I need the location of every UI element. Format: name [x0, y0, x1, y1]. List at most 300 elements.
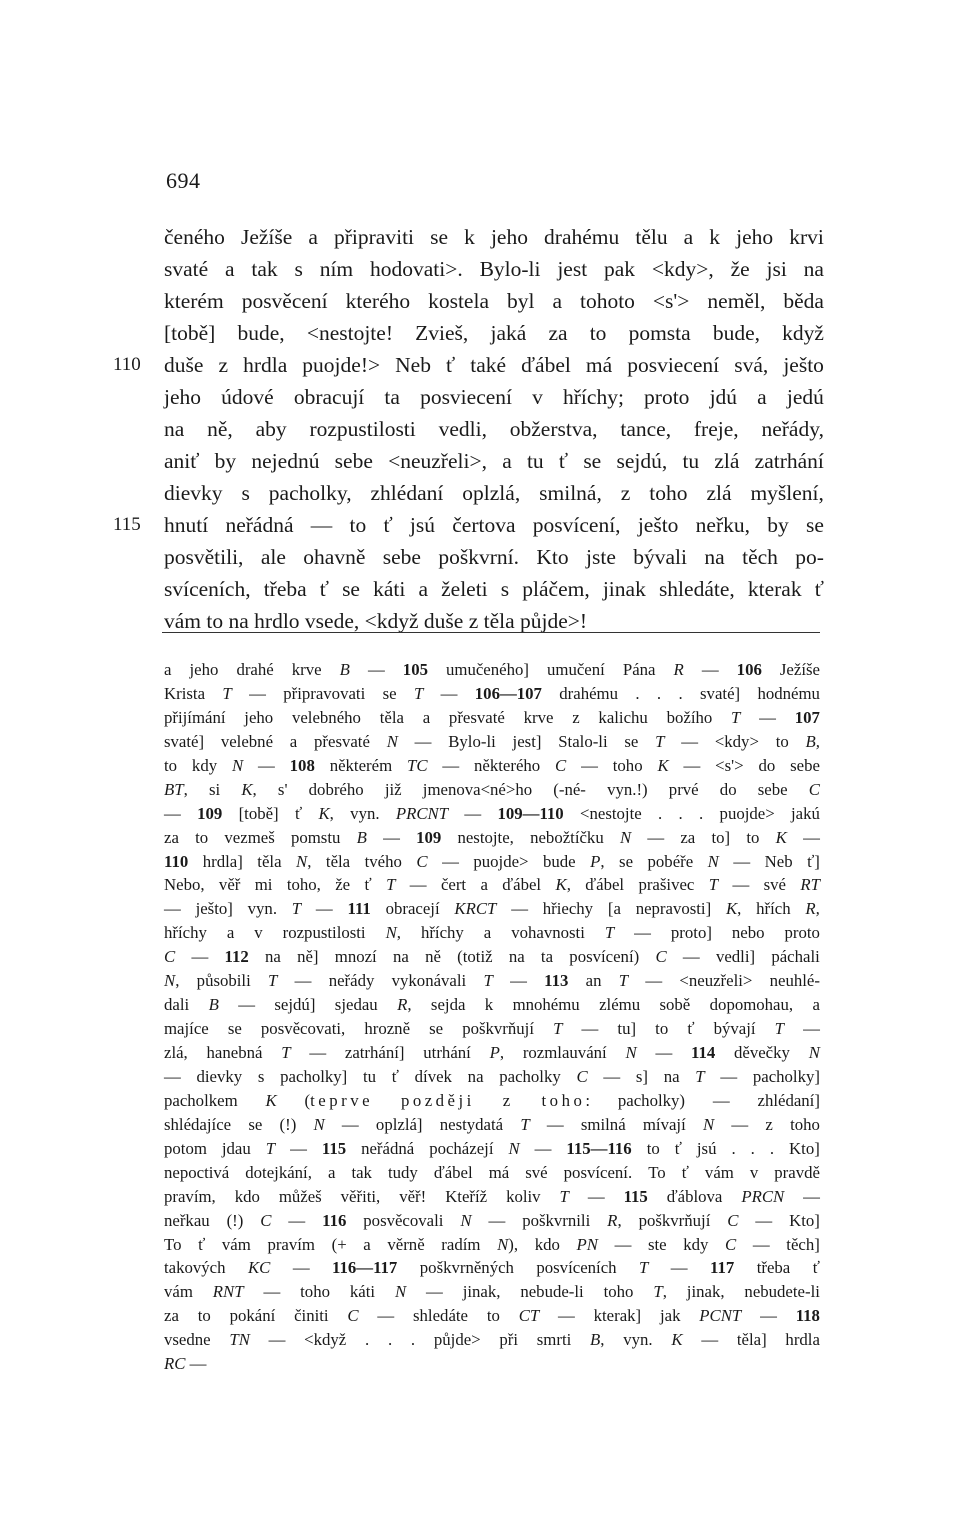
- apparatus-word: [702, 658, 719, 682]
- word: myšlení,: [750, 481, 824, 505]
- word: drahému: [544, 225, 620, 249]
- apparatus-line: [164, 1304, 820, 1328]
- apparatus-line: [164, 921, 820, 945]
- apparatus-text: Kto]: [789, 1210, 820, 1230]
- apparatus-text: neřády: [328, 971, 375, 991]
- apparatus-text: některého: [474, 755, 541, 775]
- apparatus-word: [635, 682, 639, 706]
- apparatus-text: kdy: [683, 1234, 709, 1254]
- apparatus-word: [239, 802, 279, 826]
- apparatus-line: [164, 658, 820, 682]
- apparatus-text: na: [508, 947, 525, 967]
- apparatus-text: ,: [329, 803, 334, 823]
- apparatus-text: vám: [704, 1162, 734, 1182]
- word: za: [548, 321, 568, 345]
- word: smilná,: [539, 481, 602, 505]
- apparatus-word: [407, 754, 428, 778]
- apparatus-text: sobě: [659, 995, 691, 1015]
- apparatus-word: [648, 850, 694, 874]
- manuscript-siglum: T: [618, 971, 629, 991]
- manuscript-siglum: N: [702, 1114, 715, 1134]
- apparatus-word: [691, 1041, 715, 1065]
- apparatus-word: [386, 897, 440, 921]
- apparatus-word: [645, 969, 662, 993]
- apparatus-word: [164, 1280, 193, 1304]
- apparatus-text: v: [254, 923, 263, 943]
- apparatus-word: [190, 1354, 207, 1373]
- apparatus-text: —: [760, 1306, 777, 1326]
- apparatus-word: [547, 1113, 564, 1137]
- apparatus-word: [387, 730, 398, 754]
- word: jeho: [164, 385, 202, 409]
- apparatus-word: [429, 1017, 443, 1041]
- apparatus-text: —: [720, 1066, 738, 1086]
- word: k: [709, 225, 721, 249]
- apparatus-text: těla: [325, 851, 351, 871]
- word: posvěcení: [241, 289, 328, 313]
- apparatus-word: [535, 1137, 552, 1161]
- manuscript-siglum: T: [291, 899, 302, 919]
- line-reference: 117: [710, 1258, 735, 1278]
- apparatus-word: [377, 1304, 394, 1328]
- manuscript-siglum: N: [385, 923, 397, 943]
- word: ješto: [637, 513, 679, 537]
- apparatus-word: [297, 945, 318, 969]
- apparatus-text: hrdla: [785, 1330, 820, 1350]
- manuscript-siglum: T: [268, 971, 278, 991]
- apparatus-text: kdy: [191, 755, 218, 775]
- apparatus-word: [258, 754, 275, 778]
- apparatus-text: —: [732, 875, 750, 895]
- apparatus-text: nebude-li: [520, 1282, 584, 1302]
- word: na: [803, 257, 824, 281]
- apparatus-text: :: [585, 1090, 591, 1110]
- apparatus-word: [230, 1304, 276, 1328]
- word: ť: [446, 353, 456, 377]
- apparatus-text: ,: [566, 875, 571, 895]
- apparatus-word: [636, 897, 712, 921]
- apparatus-word: [446, 658, 529, 682]
- apparatus-line: [164, 754, 820, 778]
- apparatus-word: [376, 1113, 423, 1137]
- apparatus-word: [164, 1354, 185, 1373]
- apparatus-text: —: [258, 755, 275, 775]
- apparatus-word: [480, 873, 487, 897]
- apparatus-word: [643, 1113, 686, 1137]
- text-line: [113, 349, 824, 381]
- apparatus-text: oplzlá]: [375, 1114, 423, 1134]
- apparatus-word: [164, 1328, 211, 1352]
- word: toho: [649, 481, 688, 505]
- apparatus-text: vsedne: [164, 1330, 211, 1350]
- apparatus-word: [585, 873, 624, 897]
- word: krvi: [789, 225, 824, 249]
- apparatus-word: [660, 1304, 681, 1328]
- apparatus-text: věř!: [399, 1186, 427, 1206]
- apparatus-text: nepravosti]: [635, 899, 712, 919]
- apparatus-word: [203, 850, 243, 874]
- apparatus-line: [164, 1185, 820, 1209]
- apparatus-text: Nebo,: [164, 875, 205, 895]
- apparatus-word: [335, 873, 350, 897]
- apparatus-word: [572, 706, 579, 730]
- word: Kto: [536, 545, 569, 569]
- word: ta: [384, 385, 400, 409]
- word: Ježíše: [240, 225, 293, 249]
- apparatus-word: [164, 921, 207, 945]
- apparatus-word: [710, 1256, 734, 1280]
- apparatus-text: se: [624, 731, 639, 751]
- apparatus-word: [293, 1256, 310, 1280]
- apparatus-word: [198, 1304, 211, 1328]
- apparatus-word: [653, 1280, 667, 1304]
- apparatus-word: [248, 897, 277, 921]
- apparatus-word: [604, 1280, 634, 1304]
- apparatus-text: —: [164, 1066, 181, 1086]
- apparatus-word: [332, 1233, 347, 1257]
- apparatus-text: .: [731, 1138, 736, 1158]
- apparatus-text: těla: [257, 851, 282, 871]
- apparatus-text: ť: [681, 1162, 689, 1182]
- apparatus-text: ,: [183, 779, 188, 799]
- word: s: [500, 577, 510, 601]
- apparatus-word: [791, 802, 820, 826]
- apparatus-text: —: [488, 1210, 506, 1230]
- manuscript-siglum: N: [508, 1138, 520, 1158]
- apparatus-word: [764, 873, 786, 897]
- manuscript-siglum: C: [808, 779, 820, 799]
- apparatus-word: [388, 1161, 418, 1185]
- apparatus-word: [449, 706, 505, 730]
- apparatus-line: [164, 1113, 820, 1137]
- apparatus-word: [244, 706, 273, 730]
- apparatus-word: [544, 969, 568, 993]
- apparatus-word: [509, 945, 525, 969]
- apparatus-text: —: [164, 899, 181, 919]
- apparatus-text: hřích: [756, 899, 791, 919]
- apparatus-word: [448, 730, 496, 754]
- apparatus-text: —: [587, 1186, 605, 1206]
- apparatus-word: [335, 993, 378, 1017]
- apparatus-text: si: [208, 779, 221, 799]
- word: jeho: [736, 225, 774, 249]
- apparatus-word: [288, 1209, 305, 1233]
- apparatus-word: [733, 850, 750, 874]
- apparatus-text: ,: [396, 923, 401, 943]
- apparatus-word: [365, 850, 402, 874]
- manuscript-siglum: R: [397, 995, 408, 1015]
- text-line: [164, 253, 824, 285]
- apparatus-text: smrti: [536, 1330, 572, 1350]
- apparatus-text: —: [712, 1090, 730, 1110]
- word: z: [218, 353, 229, 377]
- apparatus-word: [542, 1089, 591, 1113]
- apparatus-word: [765, 1113, 772, 1137]
- apparatus-text: ť]: [807, 851, 820, 871]
- word: aby: [255, 417, 287, 441]
- apparatus-word: [249, 682, 266, 706]
- apparatus-word: [758, 778, 788, 802]
- apparatus-word: [535, 1233, 560, 1257]
- apparatus-text: svaté]: [700, 683, 741, 703]
- apparatus-word: [350, 1280, 375, 1304]
- apparatus-word: [322, 1137, 346, 1161]
- apparatus-text: a: [812, 995, 820, 1015]
- apparatus-word: [732, 873, 749, 897]
- apparatus-text: vohavnosti: [511, 923, 585, 943]
- apparatus-word: [236, 658, 273, 682]
- word: <neuzřeli>,: [388, 449, 487, 473]
- apparatus-text: dobrého: [308, 779, 364, 799]
- manuscript-siglum: N: [497, 1234, 509, 1254]
- apparatus-word: [796, 1304, 820, 1328]
- apparatus-word: [720, 778, 737, 802]
- apparatus-text: majíce: [164, 1019, 209, 1039]
- apparatus-text: na: [264, 947, 281, 967]
- apparatus-word: [395, 1280, 406, 1304]
- apparatus-word: [607, 1209, 621, 1233]
- word: kostela: [428, 289, 489, 313]
- apparatus-text: tu: [362, 1066, 377, 1086]
- apparatus-text: —: [752, 1234, 770, 1254]
- apparatus-word: [714, 1017, 756, 1041]
- apparatus-text: (: [304, 1090, 311, 1110]
- text-line: [164, 285, 824, 317]
- apparatus-text: později: [400, 1090, 475, 1110]
- line-reference: 113: [544, 971, 569, 991]
- apparatus-text: za: [164, 827, 179, 847]
- apparatus-word: [716, 945, 755, 969]
- apparatus-text: ješto]: [195, 899, 233, 919]
- apparatus-text: zatrhání]: [344, 1043, 405, 1062]
- apparatus-word: [209, 778, 220, 802]
- apparatus-word: [807, 850, 820, 874]
- apparatus-text: jdau: [221, 1138, 251, 1158]
- word: s: [294, 257, 303, 281]
- apparatus-text: připravovati: [283, 683, 366, 703]
- word: kterého: [345, 289, 411, 313]
- apparatus-word: [499, 1065, 561, 1089]
- apparatus-word: [586, 969, 602, 993]
- apparatus-text: Ježíše: [779, 660, 820, 679]
- manuscript-siglum: N: [296, 851, 308, 871]
- manuscript-siglum: C: [727, 1210, 739, 1230]
- apparatus-text: .: [658, 803, 663, 823]
- apparatus-text: —: [731, 1114, 749, 1134]
- apparatus-text: a: [327, 1162, 336, 1182]
- apparatus-line: [164, 1233, 820, 1257]
- apparatus-text: shlédajíce: [164, 1114, 232, 1134]
- apparatus-text: jeho: [189, 660, 219, 679]
- manuscript-siglum: PN: [576, 1234, 598, 1254]
- apparatus-text: —: [614, 1234, 632, 1254]
- apparatus-text: <když: [304, 1330, 347, 1350]
- word: hodovati>.: [369, 257, 463, 281]
- apparatus-word: [421, 921, 464, 945]
- apparatus-text: na: [467, 1066, 484, 1086]
- word: proto: [644, 385, 690, 409]
- word: a: [502, 449, 512, 473]
- word: zlá: [714, 449, 740, 473]
- apparatus-word: [292, 897, 301, 921]
- apparatus-word: [254, 921, 262, 945]
- manuscript-siglum: T: [708, 875, 719, 895]
- apparatus-word: [681, 730, 698, 754]
- word: kterak: [747, 577, 802, 601]
- word: <nestojte!: [306, 321, 393, 345]
- apparatus-text: v: [749, 1162, 759, 1182]
- apparatus-word: [164, 706, 226, 730]
- word: obracují: [293, 385, 365, 409]
- apparatus-word: [164, 802, 181, 826]
- word: hnutí: [164, 513, 209, 537]
- manuscript-siglum: T: [281, 1043, 291, 1062]
- manuscript-siglum: T: [553, 1019, 563, 1039]
- apparatus-text: jinak,: [462, 1282, 501, 1302]
- manuscript-siglum: T: [483, 971, 493, 991]
- word: [tobě]: [164, 321, 216, 345]
- apparatus-line: [164, 1280, 820, 1304]
- apparatus-line: [164, 850, 820, 874]
- text-line: [164, 477, 824, 509]
- apparatus-word: [485, 993, 493, 1017]
- apparatus-text: —: [440, 683, 458, 703]
- apparatus-word: [440, 1113, 503, 1137]
- apparatus-word: [290, 754, 315, 778]
- apparatus-text: ,: [600, 1330, 605, 1350]
- manuscript-siglum: RNT: [212, 1282, 244, 1302]
- apparatus-word: [560, 1185, 569, 1209]
- apparatus-word: [283, 682, 365, 706]
- apparatus-word: [710, 993, 793, 1017]
- manuscript-siglum: P: [489, 1043, 500, 1062]
- apparatus-text: a: [363, 1234, 371, 1254]
- apparatus-word: [785, 1328, 819, 1352]
- word: že: [730, 257, 750, 281]
- apparatus-line: [164, 1352, 820, 1376]
- apparatus-text: nebo: [731, 923, 765, 943]
- apparatus-word: [423, 1041, 471, 1065]
- apparatus-word: [164, 1256, 226, 1280]
- manuscript-siglum: C: [260, 1210, 272, 1230]
- apparatus-text: do: [719, 779, 737, 799]
- apparatus-text: pacholkem: [164, 1090, 238, 1110]
- manuscript-siglum: K: [555, 875, 567, 895]
- word: ně,: [207, 417, 233, 441]
- word: Bylo-li: [479, 257, 541, 281]
- apparatus-word: [524, 706, 554, 730]
- apparatus-text: —: [426, 1282, 443, 1302]
- apparatus-word: [164, 1304, 179, 1328]
- apparatus-word: [715, 730, 759, 754]
- apparatus-text: tak: [351, 1162, 372, 1182]
- apparatus-word: [415, 1065, 452, 1089]
- apparatus-word: [388, 1328, 392, 1352]
- word: k: [464, 225, 475, 249]
- word: pomsta: [628, 321, 691, 345]
- apparatus-text: —: [442, 851, 459, 871]
- apparatus-word: [309, 778, 364, 802]
- apparatus-text: ť: [674, 1138, 682, 1158]
- manuscript-siglum: PRCN: [741, 1186, 785, 1206]
- apparatus-word: [499, 1328, 518, 1352]
- apparatus-text: vyn.: [350, 803, 380, 823]
- word: pláčem,: [522, 577, 590, 601]
- apparatus-word: [164, 850, 188, 874]
- apparatus-text: Kto]: [789, 1138, 820, 1158]
- apparatus-word: [520, 1113, 529, 1137]
- apparatus-word: [703, 1113, 714, 1137]
- apparatus-text: nepoctivá: [164, 1162, 230, 1182]
- manuscript-siglum: C: [655, 947, 667, 967]
- word: ť: [558, 449, 569, 473]
- apparatus-word: [658, 802, 662, 826]
- apparatus-word: [523, 1041, 607, 1065]
- apparatus-text: a: [289, 731, 298, 751]
- apparatus-text: —: [189, 1354, 207, 1374]
- word: Neb: [395, 353, 431, 377]
- apparatus-text: ,: [252, 779, 257, 799]
- apparatus-word: [442, 754, 459, 778]
- apparatus-word: [770, 969, 820, 993]
- word: svá,: [734, 353, 769, 377]
- apparatus-text: to: [746, 827, 760, 847]
- word: hrdla: [243, 353, 288, 377]
- apparatus-word: [576, 1233, 597, 1257]
- manuscript-siglum: R: [673, 660, 684, 679]
- apparatus-word: [755, 1209, 772, 1233]
- apparatus-word: [279, 1185, 322, 1209]
- apparatus-text: nestojte,: [457, 827, 514, 847]
- apparatus-text: kterak]: [593, 1306, 642, 1326]
- apparatus-word: [434, 1328, 481, 1352]
- apparatus-word: [164, 945, 175, 969]
- apparatus-word: [598, 706, 647, 730]
- apparatus-word: [680, 826, 695, 850]
- apparatus-text: z: [765, 1114, 773, 1134]
- apparatus-word: [639, 1256, 648, 1280]
- apparatus-word: [671, 921, 712, 945]
- word: se: [342, 577, 360, 601]
- apparatus-text: Krista: [164, 683, 206, 703]
- apparatus-word: [625, 1041, 636, 1065]
- apparatus-word: [309, 1041, 326, 1065]
- apparatus-word: [647, 1137, 660, 1161]
- line-number: 110: [113, 354, 141, 375]
- apparatus-word: [608, 897, 621, 921]
- apparatus-text: ďábel: [502, 875, 542, 895]
- word: to: [589, 321, 607, 345]
- apparatus-word: [599, 993, 640, 1017]
- apparatus-word: [620, 826, 631, 850]
- apparatus-text: ,: [737, 899, 742, 919]
- manuscript-siglum: N: [460, 1210, 472, 1230]
- apparatus-word: [511, 897, 528, 921]
- word: ť: [383, 513, 393, 537]
- apparatus-text: že: [335, 875, 351, 895]
- apparatus-word: [803, 826, 820, 850]
- apparatus-text: —: [290, 1138, 307, 1158]
- apparatus-text: —: [292, 1258, 310, 1278]
- apparatus-word: [751, 1137, 755, 1161]
- apparatus-word: [513, 730, 542, 754]
- apparatus-word: [164, 682, 205, 706]
- apparatus-word: [164, 1113, 231, 1137]
- apparatus-word: [753, 1065, 820, 1089]
- manuscript-siglum: K: [657, 755, 669, 775]
- manuscript-siglum: N: [625, 1043, 637, 1062]
- manuscript-siglum: B: [590, 1330, 601, 1350]
